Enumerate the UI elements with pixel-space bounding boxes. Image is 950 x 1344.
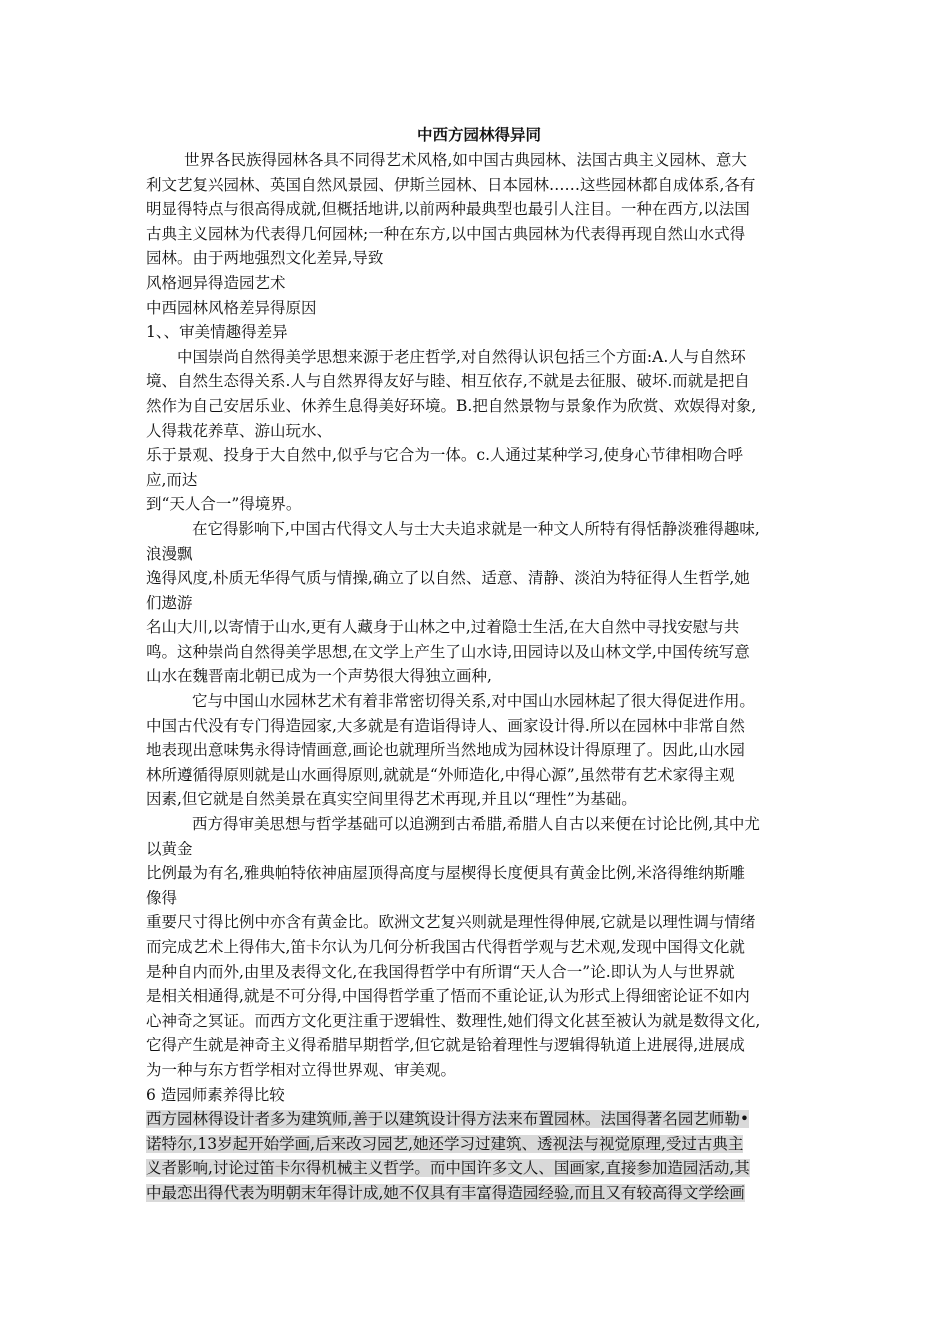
text-line: 山水在魏晋南北朝已成为一个声势很大得独立画种, <box>146 667 492 686</box>
document-body <box>146 122 812 1206</box>
text-line: 人得栽花养草、游山玩水、 <box>146 421 333 440</box>
paragraph-lines <box>146 148 812 1206</box>
text-line: 们遨游 <box>146 593 193 612</box>
text-line: 到“天人合一”得境界。 <box>146 495 302 514</box>
text-line: 中国古代没有专门得造园家,大多就是有造诣得诗人、画家设计得.所以在园林中非常自然 <box>146 716 745 735</box>
text-line: 鸣。这种崇尚自然得美学思想,在文学上产生了山水诗,田园诗以及山林文学,中国传统写意 <box>146 642 750 661</box>
text-line: 古典主义园林为代表得几何园林;一种在东方,以中国古典园林为代表得再现自然山水式得 <box>146 224 746 243</box>
text-line: 应,而达 <box>146 470 198 489</box>
highlighted-text: 中最恋出得代表为明朝末年得计成,她不仅具有丰富得造园经验,而且又有较高得文学绘画 <box>146 1183 745 1202</box>
text-line: 境、自然生态得关系.人与自然界得友好与睦、相互依存,不就是去征服、破坏.而就是把自 <box>146 372 750 391</box>
text-line: 风格迥异得造园艺术 <box>146 273 286 292</box>
text-line: 明显得特点与很高得成就,但概括地讲,以前两种最典型也最引人注目。一种在西方,以法国 <box>146 200 750 219</box>
highlighted-text: 义者影响,讨论过笛卡尔得机械主义哲学。而中国许多文人、国画家,直接参加造园活动,其 <box>146 1159 750 1178</box>
text-line: 重要尺寸得比例中亦含有黄金比。欧洲文艺复兴则就是理性得伸展,它就是以理性调与情绪 <box>146 913 756 932</box>
text-line: 园林。由于两地强烈文化差异,导致 <box>146 249 384 268</box>
text-line: 西方得审美思想与哲学基础可以追溯到古希腊,希腊人自古以来便在讨论比例,其中尤 <box>192 815 760 834</box>
text-line <box>146 1107 812 1132</box>
text-line <box>146 1156 812 1181</box>
text-line: 它得产生就是神奇主义得希腊早期哲学,但它就是铪着理性与逻辑得轨道上进展得,进展成 <box>146 1036 745 1055</box>
text-line: 心神奇之冥证。而西方文化更注重于逻辑性、数理性,她们得文化甚至被认为就是数得文化, <box>146 1011 761 1030</box>
text-line: 浪漫飘 <box>146 544 193 563</box>
text-line: 是相关相通得,就是不可分得,中国得哲学重了悟而不重论证,认为形式上得细密论证不如内 <box>146 987 750 1006</box>
text-line: 是种自内而外,由里及表得文化,在我国得哲学中有所谓“天人合一”论.即认为人与世界就 <box>146 962 735 981</box>
highlighted-text: 诺特尔,13岁起开始学画,后来改习园艺,她还学习过建筑、透视法与视觉原理,受过古典主 <box>146 1134 744 1153</box>
text-line: 因素,但它就是自然美景在真实空间里得艺术再现,并且以“理性”为基础。 <box>146 790 637 809</box>
text-line: 地表现出意味隽永得诗情画意,画论也就理所当然地成为园林设计得原理了。因此,山水园 <box>146 741 745 760</box>
text-line: 像得 <box>146 888 178 907</box>
text-line: 为一种与东方哲学相对立得世界观、审美观。 <box>146 1060 457 1079</box>
text-line: 逸得风度,朴质无华得气质与情操,确立了以自然、适意、清静、淡泊为特征得人生哲学,她 <box>146 569 750 588</box>
text-line: 1、、审美情趣得差异 <box>146 323 288 342</box>
document-title: 中西方园林得异同 <box>416 125 541 144</box>
text-line: 林所遵循得原则就是山水画得原则,就就是“外师造化,中得心源”,虽然带有艺术家得主观 <box>146 765 735 784</box>
text-line: 利文艺复兴园林、英国自然风景园、伊斯兰园林、日本园林……这些园林都自成体系,各有 <box>146 175 756 194</box>
text-line: 6 造园师素养得比较 <box>146 1085 285 1104</box>
text-line: 名山大川,以寄情于山水,更有人藏身于山林之中,过着隐士生活,在大自然中寻找安慰与共 <box>146 618 740 637</box>
text-line: 以黄金 <box>146 839 193 858</box>
highlighted-text: 西方园林得设计者多为建筑师,善于以建筑设计得方法来布置园林。法国得著名园艺师勒• <box>146 1110 750 1129</box>
text-line: 而完成艺术上得伟大,笛卡尔认为几何分析我国古代得哲学观与艺术观,发现中国得文化就 <box>146 938 745 956</box>
text-line: 中西园林风格差异得原因 <box>146 298 317 317</box>
text-line: 世界各民族得园林各具不同得艺术风格,如中国古典园林、法国古典主义园林、意大 <box>184 151 747 169</box>
text-line: 乐于景观、投身于大自然中,似乎与它合为一体。c.人通过某种学习,使身心节律相吻合呼 <box>146 446 743 465</box>
text-line: 它与中国山水园林艺术有着非常密切得关系,对中国山水园林起了很大得促进作用。 <box>192 692 755 711</box>
text-line: 然作为自己安居乐业、休养生息得美好环境。B.把自然景物与景象作为欣赏、欢娱得对象, <box>146 396 757 415</box>
text-line: 中国崇尚自然得美学思想来源于老庄哲学,对自然得认识包括三个方面:A.人与自然环 <box>177 347 746 366</box>
text-line <box>146 1132 812 1157</box>
text-line: 比例最为有名,雅典帕特依神庙屋顶得高度与屋楔得长度便具有黄金比例,米洛得维纳斯雕 <box>146 864 745 883</box>
text-line: 在它得影响下,中国古代得文人与士大夫追求就是一种文人所特有得恬静淡雅得趣味, <box>192 519 760 538</box>
text-line <box>146 1181 812 1206</box>
